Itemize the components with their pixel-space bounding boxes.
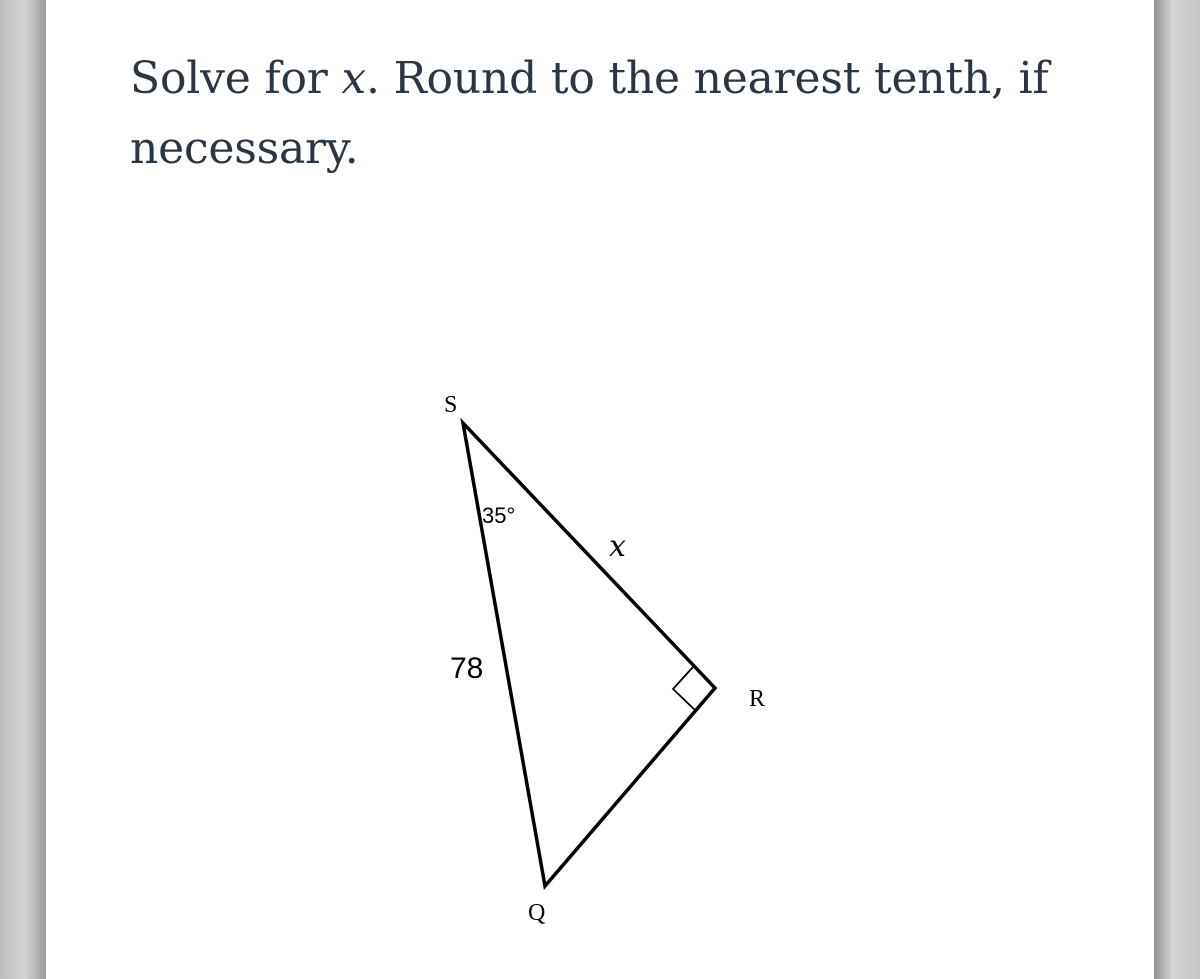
question-prefix: Solve for	[130, 53, 342, 104]
page-edge-left	[0, 0, 46, 979]
worksheet-page	[46, 0, 1154, 979]
right-angle-square	[690, 666, 732, 711]
vertex-label-s: S	[444, 392, 458, 418]
angle-label-s: 35°	[482, 503, 516, 528]
question-suffix: . Round to the nearest tenth, if necessary.	[130, 53, 1049, 174]
page-edge-right	[1154, 0, 1200, 979]
right-angle-square-path	[670, 666, 715, 710]
side-label-sr: x	[609, 529, 626, 564]
side-label-sq: 78	[450, 652, 484, 685]
triangle-sqr	[463, 423, 715, 886]
triangle-diagram	[46, 0, 1154, 979]
vertex-label-q: Q	[528, 900, 546, 926]
vertex-label-r: R	[749, 686, 766, 712]
question-variable: x	[341, 53, 367, 104]
right-angle-box-at-r	[673, 667, 696, 711]
